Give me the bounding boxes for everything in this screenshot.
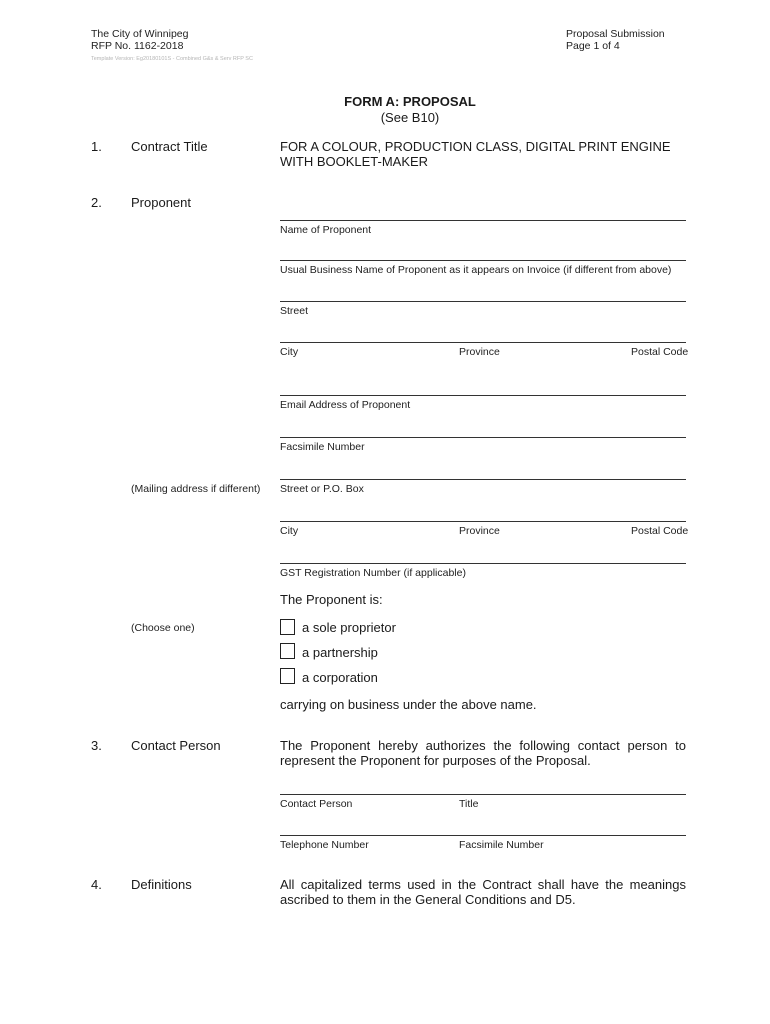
section-3-number: 3.	[91, 738, 102, 753]
street-label: Street	[280, 305, 309, 317]
sole-proprietor-label: a sole proprietor	[302, 620, 396, 635]
proponent-is-heading: The Proponent is:	[280, 592, 383, 607]
sole-proprietor-checkbox[interactable]	[280, 619, 295, 635]
form-subtitle: (See B10)	[380, 110, 440, 125]
contact-person-field[interactable]	[280, 794, 686, 795]
mailing-city-province-postal-field[interactable]	[280, 521, 686, 522]
province-label: Province	[459, 346, 500, 358]
contact-person-paragraph: The Proponent hereby authorizes the following contact person to represent the Proponent for purposes of the Proposal.	[280, 738, 686, 768]
gst-label: GST Registration Number (if applicable)	[280, 567, 466, 579]
mailing-address-note: (Mailing address if different)	[131, 483, 261, 495]
section-1-number: 1.	[91, 139, 102, 154]
section-2-number: 2.	[91, 195, 102, 210]
header-page-number: Page 1 of 4	[566, 40, 620, 52]
contact-phone-fax-field[interactable]	[280, 835, 686, 836]
mailing-province-label: Province	[459, 525, 500, 537]
definitions-paragraph: All capitalized terms used in the Contract shall have the meanings ascribed to them in the General Conditions and D5.	[280, 877, 686, 907]
section-2-label: Proponent	[131, 195, 191, 210]
contract-title-line-1: FOR A COLOUR, PRODUCTION CLASS, DIGITAL PRINT ENGINE	[280, 139, 671, 154]
city-label: City	[280, 346, 299, 358]
partnership-label: a partnership	[302, 645, 378, 660]
proponent-name-label: Name of Proponent	[280, 224, 372, 236]
mailing-street-field[interactable]	[280, 479, 686, 480]
template-version: Template Version: Eg20180101S - Combined G&s & Serv RFP SC	[91, 56, 253, 62]
mailing-city-label: City	[280, 525, 299, 537]
business-name-field[interactable]	[280, 260, 686, 261]
header-org: The City of Winnipeg	[91, 28, 189, 40]
header-proposal-submission: Proposal Submission	[566, 28, 665, 40]
city-province-postal-field[interactable]	[280, 342, 686, 343]
form-title: FORM A: PROPOSAL	[344, 94, 476, 109]
street-po-box-label: Street or P.O. Box	[280, 483, 364, 495]
street-field[interactable]	[280, 301, 686, 302]
partnership-checkbox[interactable]	[280, 643, 295, 659]
choose-one-note: (Choose one)	[131, 622, 195, 634]
postal-code-label: Postal Code	[631, 346, 689, 358]
email-field[interactable]	[280, 395, 686, 396]
corporation-label: a corporation	[302, 670, 378, 685]
contact-fax-label: Facsimile Number	[459, 839, 544, 851]
telephone-number-label: Telephone Number	[280, 839, 369, 851]
contract-title-line-2: WITH BOOKLET-MAKER	[280, 154, 429, 169]
fax-label: Facsimile Number	[280, 441, 365, 453]
contact-person-label: Contact Person	[280, 798, 353, 810]
business-name-label: Usual Business Name of Proponent as it appears on Invoice (if different from above)	[280, 264, 672, 276]
section-1-label: Contract Title	[131, 139, 208, 154]
gst-field[interactable]	[280, 563, 686, 564]
fax-field[interactable]	[280, 437, 686, 438]
email-label: Email Address of Proponent	[280, 399, 411, 411]
section-4-number: 4.	[91, 877, 102, 892]
header-rfp-number: RFP No. 1162-2018	[91, 40, 184, 52]
mailing-postal-code-label: Postal Code	[631, 525, 689, 537]
proponent-name-field[interactable]	[280, 220, 686, 221]
carrying-on-business-text: carrying on business under the above name.	[280, 697, 537, 712]
corporation-checkbox[interactable]	[280, 668, 295, 684]
section-3-label: Contact Person	[131, 738, 221, 753]
section-4-label: Definitions	[131, 877, 192, 892]
contact-title-label: Title	[459, 798, 479, 810]
